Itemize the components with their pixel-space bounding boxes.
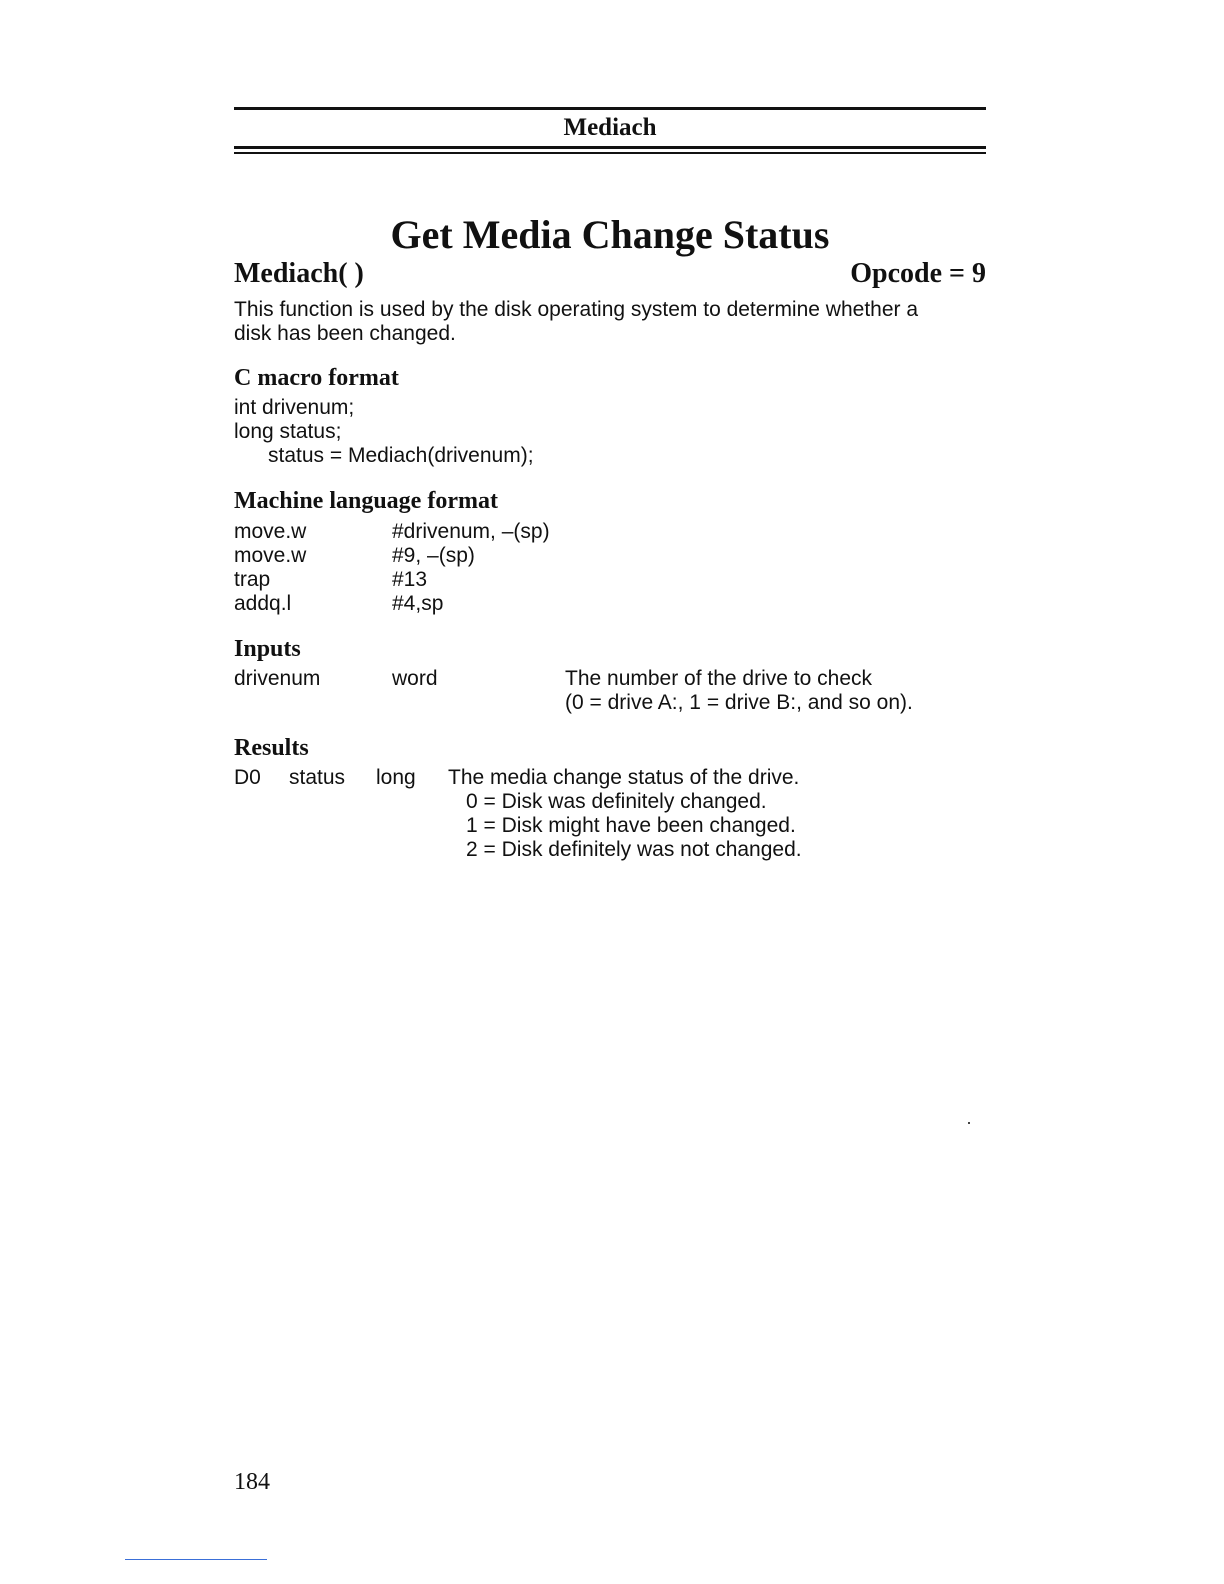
function-description (234, 298, 986, 346)
page-number: 184 (234, 1469, 270, 1495)
description-line: disk has been changed. (234, 322, 456, 345)
asm-opcode: trap (234, 568, 271, 591)
asm-opcode: move.w (234, 520, 307, 543)
asm-operand: #9, –(sp) (392, 544, 475, 567)
input-description: The number of the drive to check (565, 667, 872, 690)
input-type: word (392, 667, 438, 690)
input-name: drivenum (234, 667, 321, 690)
description-line: This function is used by the disk operating system to determine whether a (234, 298, 919, 321)
result-name: status (289, 766, 346, 789)
c-macro-line: status = Mediach(drivenum); (268, 444, 534, 467)
asm-operand: #13 (392, 568, 428, 591)
result-value: 2 = Disk definitely was not changed. (466, 838, 802, 861)
header-top-rule (234, 107, 986, 110)
page-title: Get Media Change Status (390, 212, 830, 257)
machine-language-heading: Machine language format (234, 488, 498, 514)
result-register: D0 (234, 766, 261, 789)
asm-opcode: move.w (234, 544, 307, 567)
running-header-title: Mediach (563, 114, 657, 141)
header-bottom-rule (234, 146, 986, 149)
asm-operand: #4,sp (392, 592, 444, 615)
result-type: long (376, 766, 416, 789)
asm-opcode: addq.l (234, 592, 292, 615)
asm-operand: #drivenum, –(sp) (392, 520, 550, 543)
c-macro-heading: C macro format (234, 365, 399, 391)
result-value: 0 = Disk was definitely changed. (466, 790, 767, 813)
result-value: 1 = Disk might have been changed. (466, 814, 796, 837)
header-bottom-rule-secondary (234, 152, 986, 154)
results-heading: Results (234, 735, 309, 761)
c-macro-line: long status; (234, 420, 342, 443)
c-macro-line: int drivenum; (234, 396, 355, 419)
bottom-edge-mark (125, 1559, 267, 1560)
input-description: (0 = drive A:, 1 = drive B:, and so on). (565, 691, 913, 714)
scan-speck (968, 1122, 970, 1124)
opcode-label: Opcode = 9 (850, 258, 986, 289)
result-description: The media change status of the drive. (448, 766, 800, 789)
function-name: Mediach( ) (234, 258, 364, 289)
inputs-heading: Inputs (234, 636, 301, 662)
